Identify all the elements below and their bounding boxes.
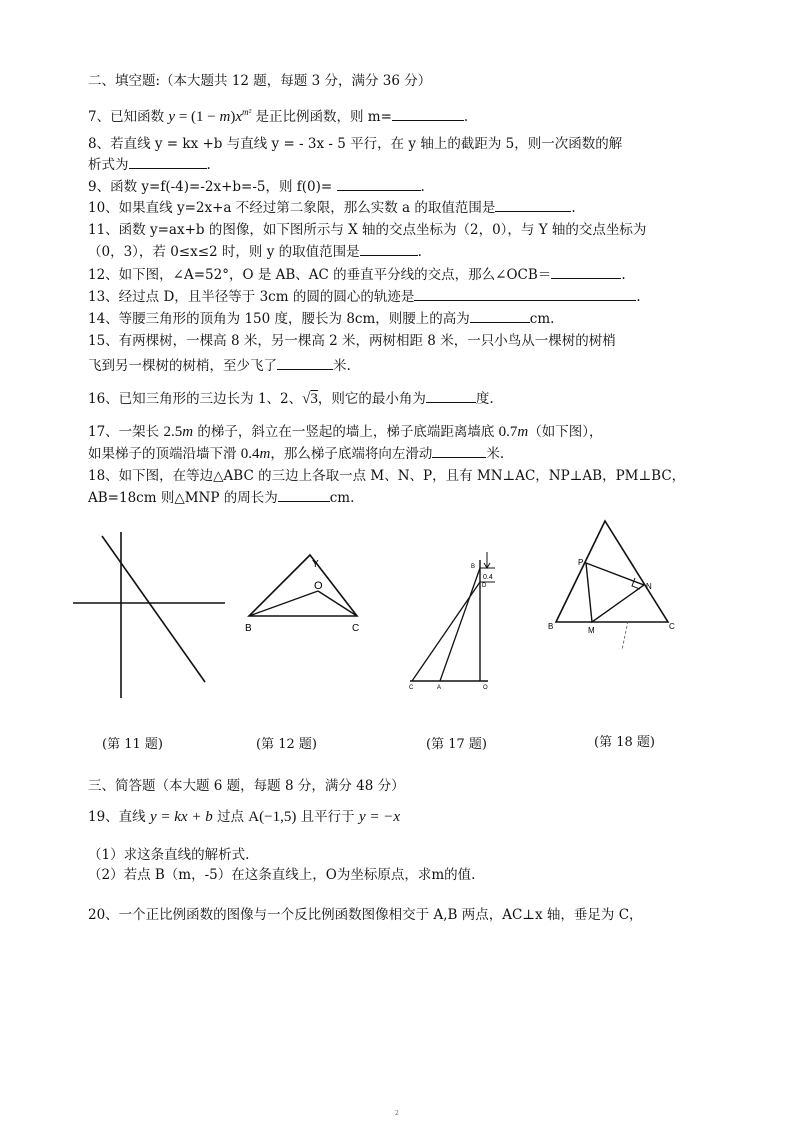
figure-12 <box>240 545 370 635</box>
figure-18 <box>542 515 678 655</box>
q17-answer-blank[interactable] <box>432 445 486 458</box>
fig18-dashed-mark <box>622 621 628 650</box>
fig12-segment-ob <box>249 591 318 616</box>
question-14: 14、等腰三角形的顶角为 150 度，腰长为 8cm，则腰上的高为 cm. <box>88 311 555 327</box>
q8-answer-blank[interactable] <box>129 156 207 169</box>
fig17-ladder-after <box>412 582 480 681</box>
figure-17 <box>400 548 510 693</box>
question-11-line1: 11、函数 y=ax+b 的图像，如下图所示与 X 轴的交点坐标为（2，0），与 Y 轴的交点坐标为 <box>88 222 647 238</box>
question-19: 19、直线 y = kx + b 过点 A(−1,5) 且平行于 y = −x <box>88 809 400 825</box>
question-17-line2: 如果梯子的顶端沿墙下滑 0.4m，那么梯子底端将向左滑动 米. <box>88 446 505 462</box>
fig12-label-a: Y <box>312 559 319 570</box>
caption-figure-18: (第 18 题) <box>594 735 655 750</box>
fig18-triangle-mnp <box>586 563 644 622</box>
caption-figure-17: (第 17 题) <box>426 737 487 752</box>
page-number: 2 <box>395 1110 399 1117</box>
q16-answer-blank[interactable] <box>426 390 476 403</box>
fig18-label-n: N <box>646 582 652 591</box>
fig12-label-c: C <box>352 623 360 634</box>
fig17-ladder-before <box>440 568 480 681</box>
question-11-line2: （0，3），若 0≤x≤2 时，则 y 的取值范围是 . <box>88 244 422 260</box>
fig18-label-p: P <box>578 558 584 567</box>
q7-answer-blank[interactable] <box>392 108 464 121</box>
fig18-label-m: M <box>588 626 595 635</box>
question-18-line1: 18、如下图，在等边△ABC 的三边上各取一点 M、N、P，且有 MN⊥AC，NP⊥AB，PM⊥BC， <box>88 468 686 484</box>
fig17-label-b: B <box>471 564 476 570</box>
fig17-label-04: 0.4 <box>483 574 493 581</box>
question-17-line1: 17、一架长 2.5m 的梯子，斜立在一竖起的墙上，梯子底端距离墙底 0.7m（如下图）， <box>88 424 603 440</box>
q7-text: 7、已知函数 <box>88 109 169 125</box>
question-8-line1: 8、若直线 y = kx +b 与直线 y = - 3x - 5 平行，在 y 轴上的截距为 5，则一次函数的解 <box>88 136 623 152</box>
fig12-label-b: B <box>245 623 252 634</box>
question-13: 13、经过点 D，且半径等于 3cm 的圆的圆心的轨迹是 . <box>88 289 641 305</box>
fig12-triangle <box>249 555 357 616</box>
fig18-label-b: B <box>548 622 554 631</box>
question-9: 9、函数 y=f(-4)=-2x+b=-5，则 f(0)= . <box>88 179 425 195</box>
question-19-part2: （2）若点 B（m，-5）在这条直线上，O为坐标原点，求m的值. <box>88 867 476 883</box>
caption-figure-11: (第 11 题) <box>102 737 163 752</box>
question-7: 7、已知函数 $y = (1 - m)x^{m^2}$ 是正比例函数，则 m= . <box>88 107 469 125</box>
q10-answer-blank[interactable] <box>495 199 571 212</box>
section2-title: 二、填空题:（本大题共 12 题，每题 3 分，满分 36 分） <box>88 73 432 89</box>
q18-answer-blank[interactable] <box>278 489 330 502</box>
q12-answer-blank[interactable] <box>551 266 621 279</box>
fig18-triangle-abc <box>556 521 668 622</box>
question-8-line2: 析式为 . <box>88 157 211 173</box>
fig17-label-o: O <box>483 685 488 691</box>
question-15-line2: 飞到另一棵树的树梢，至少飞了 米. <box>88 358 351 374</box>
question-19-part1: （1）求这条直线的解析式. <box>88 847 250 863</box>
question-20: 20、一个正比例函数的图像与一个反比例函数图像相交于 A,B 两点，AC⊥x 轴，垂足为 C， <box>88 907 643 923</box>
question-16: 16、已知三角形的三边长为 1、2、√3，则它的最小角为 度. <box>88 391 494 407</box>
q13-answer-blank[interactable] <box>414 288 636 301</box>
question-12: 12、如下图，∠A=52°，O 是 AB、AC 的垂直平分线的交点，那么∠OCB＝ . <box>88 267 626 283</box>
question-10: 10、如果直线 y=2x+a 不经过第二象限，那么实数 a 的取值范围是 . <box>88 200 576 216</box>
fig18-label-c: C <box>669 622 675 631</box>
caption-figure-12: (第 12 题) <box>256 737 317 752</box>
fig17-label-c: C <box>409 685 414 691</box>
fig17-label-d: D <box>482 583 487 589</box>
fig11-function-line <box>102 536 205 682</box>
fig12-label-o: O <box>314 580 323 592</box>
question-15-line1: 15、有两棵树，一棵高 8 米，另一棵高 2 米，两树相距 8 米，一只小鸟从一棵树的树梢 <box>88 333 616 349</box>
fig12-segment-oc <box>318 591 357 616</box>
q9-answer-blank[interactable] <box>337 178 421 191</box>
q14-answer-blank[interactable] <box>470 310 530 323</box>
fig17-label-a: A <box>437 685 442 691</box>
q11-answer-blank[interactable] <box>360 243 418 256</box>
figure-11 <box>70 530 230 700</box>
section3-title: 三、简答题（本大题 6 题，每题 8 分，满分 48 分） <box>88 778 405 794</box>
q15-answer-blank[interactable] <box>277 357 333 370</box>
question-18-line2: AB=18cm 则△MNP 的周长为 cm. <box>88 490 355 506</box>
